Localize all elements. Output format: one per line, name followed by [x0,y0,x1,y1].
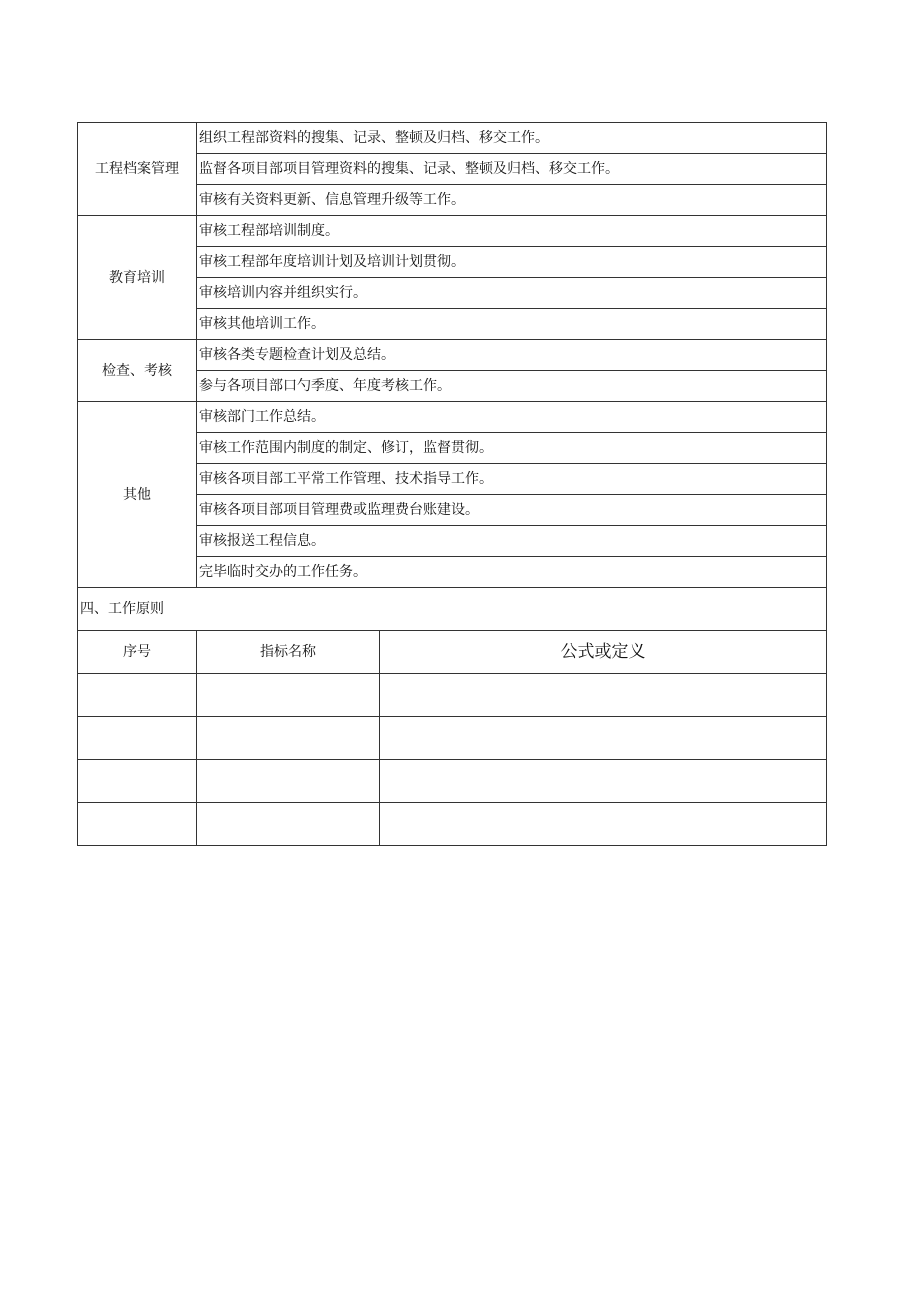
duty-item: 审核部门工作总结。 [197,402,827,433]
name-cell [197,803,380,846]
duty-row [78,123,827,154]
table-row [78,717,827,760]
formula-cell [380,803,827,846]
duty-item: 审核其他培训工作。 [197,309,827,340]
table-row [78,803,827,846]
seq-cell [78,717,197,760]
duty-item: 审核工作范围内制度的制定、修订，监督贯彻。 [197,433,827,464]
header-formula: 公式或定义 [380,631,827,674]
table-row [78,760,827,803]
name-cell [197,674,380,717]
section-title: 四、工作原则 [78,588,827,631]
duty-item: 完毕临时交办的工作任务。 [197,557,827,588]
header-indicator-name: 指标名称 [197,631,380,674]
duty-category: 教育培训 [78,216,197,340]
section-title-row [78,588,827,631]
seq-cell [78,674,197,717]
duty-document [77,122,826,846]
duty-row [78,340,827,371]
name-cell [197,717,380,760]
duty-item: 审核培训内容并组织实行。 [197,278,827,309]
duty-row [78,402,827,433]
formula-cell [380,717,827,760]
seq-cell [78,760,197,803]
duty-category: 其他 [78,402,197,588]
formula-cell [380,760,827,803]
duty-item: 审核各项目部工平常工作管理、技术指导工作。 [197,464,827,495]
duty-item: 审核各类专题检查计划及总结。 [197,340,827,371]
duty-item: 审核工程部培训制度。 [197,216,827,247]
seq-cell [78,803,197,846]
duty-row [78,216,827,247]
duty-item: 监督各项目部项目管理资料的搜集、记录、整顿及归档、移交工作。 [197,154,827,185]
table-row [78,674,827,717]
duty-item: 审核各项目部项目管理费或监理费台账建设。 [197,495,827,526]
principles-header-row [78,631,827,674]
duty-item: 审核报送工程信息。 [197,526,827,557]
header-seq: 序号 [78,631,197,674]
duty-item: 组织工程部资料的搜集、记录、整顿及归档、移交工作。 [197,123,827,154]
duty-item: 审核有关资料更新、信息管理升级等工作。 [197,185,827,216]
duty-category: 工程档案管理 [78,123,197,216]
duty-table [77,122,827,846]
formula-cell [380,674,827,717]
name-cell [197,760,380,803]
duty-item: 审核工程部年度培训计划及培训计划贯彻。 [197,247,827,278]
duty-category: 检查、考核 [78,340,197,402]
duty-item: 参与各项目部口勺季度、年度考核工作。 [197,371,827,402]
